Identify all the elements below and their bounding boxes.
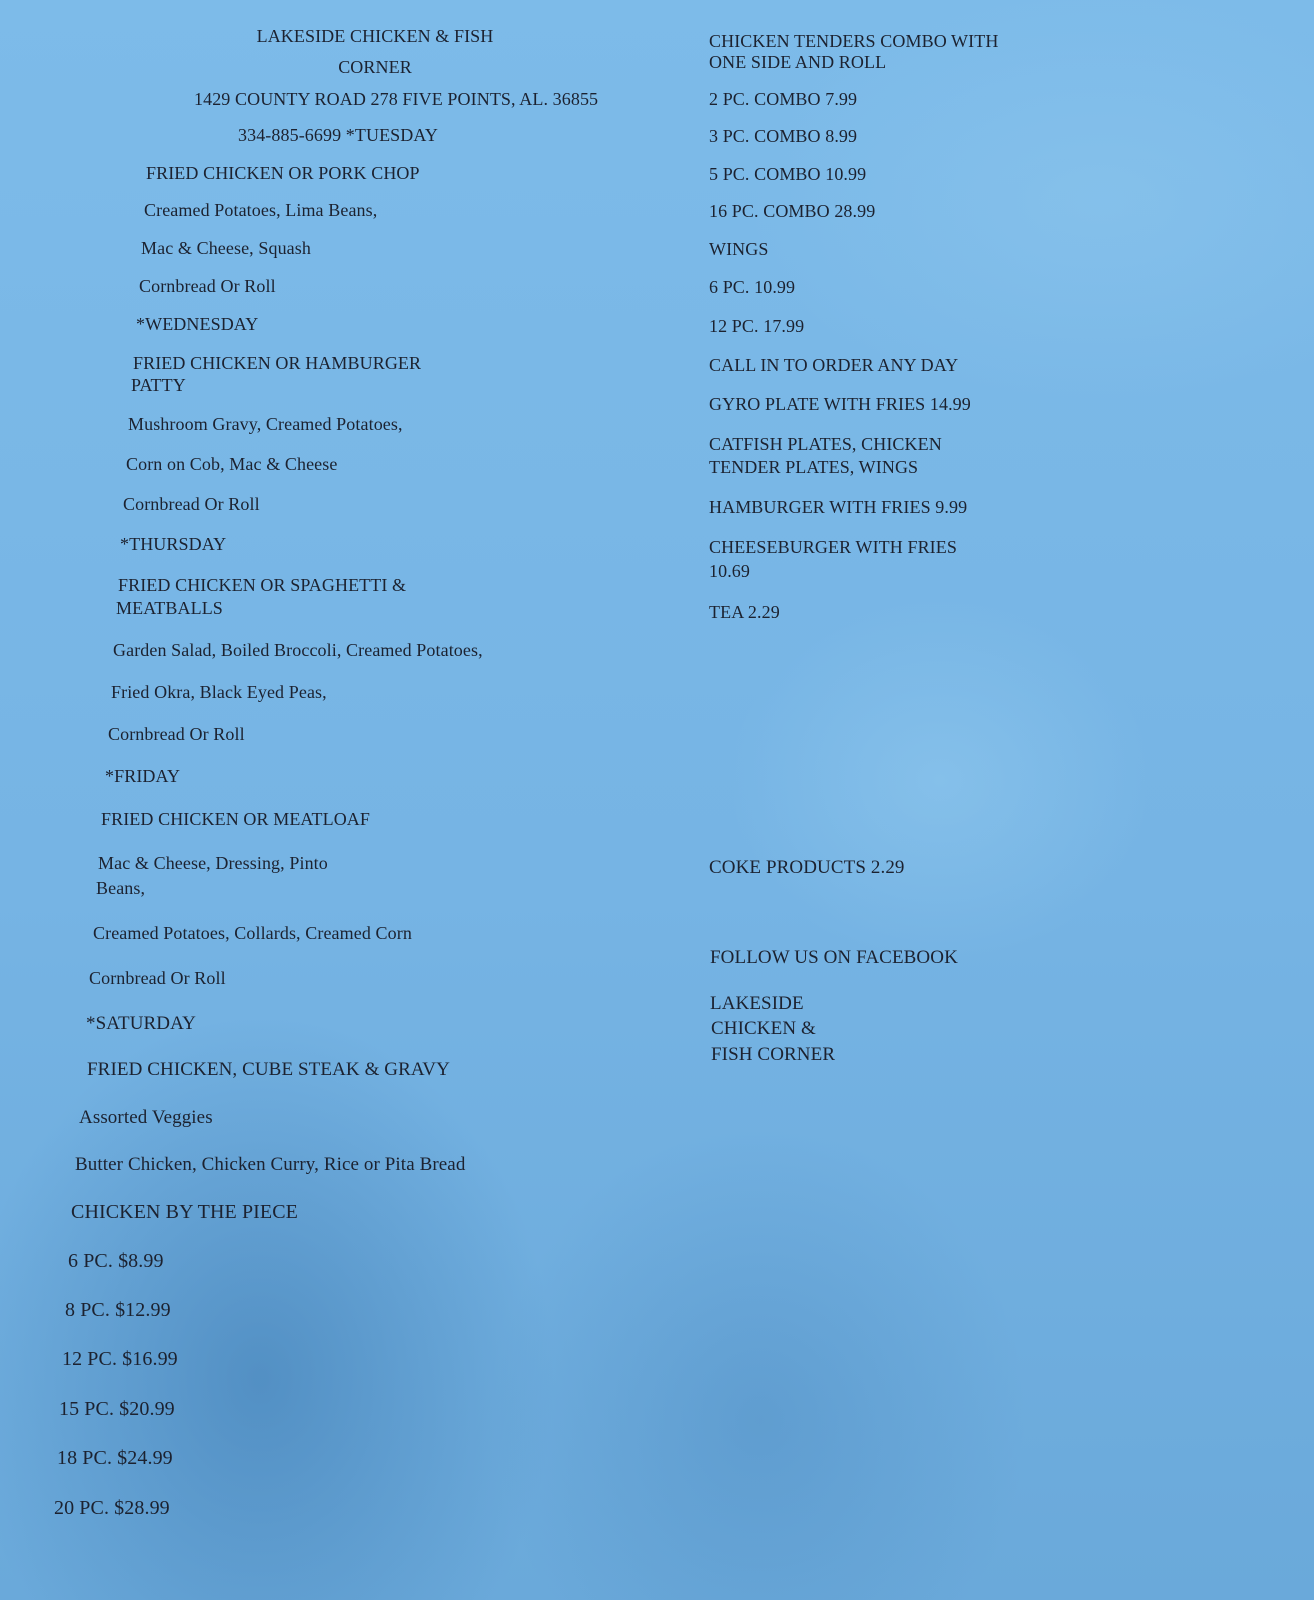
saturday-extra: Butter Chicken, Chicken Curry, Rice or Pita Bread (75, 1154, 466, 1175)
cheeseburger-item-1: CHEESEBURGER WITH FRIES (709, 537, 957, 557)
thursday-sides-2: Fried Okra, Black Eyed Peas, (111, 682, 327, 702)
thursday-main-2: MEATBALLS (116, 598, 223, 618)
saturday-sides: Assorted Veggies (79, 1107, 213, 1128)
cheeseburger-item-2: 10.69 (709, 561, 750, 581)
tea-item: TEA 2.29 (709, 602, 780, 622)
friday-sides-2: Creamed Potatoes, Collards, Creamed Corn (93, 923, 412, 943)
piece-price-item: 8 PC. $12.99 (65, 1299, 171, 1321)
facebook-name-3: FISH CORNER (711, 1044, 836, 1065)
facebook-name-2: CHICKEN & (711, 1018, 816, 1039)
wednesday-main-1: FRIED CHICKEN OR HAMBURGER (133, 353, 422, 373)
friday-bread: Cornbread Or Roll (89, 968, 226, 988)
combo-item: 2 PC. COMBO 7.99 (709, 89, 858, 109)
hamburger-item: HAMBURGER WITH FRIES 9.99 (709, 497, 968, 517)
by-the-piece-title: CHICKEN BY THE PIECE (71, 1201, 298, 1223)
piece-price-item: 6 PC. $8.99 (68, 1250, 164, 1272)
tuesday-sides-2: Mac & Cheese, Squash (141, 238, 311, 258)
address: 1429 COUNTY ROAD 278 FIVE POINTS, AL. 36855 (194, 89, 599, 109)
wednesday-main-2: PATTY (131, 375, 186, 395)
piece-price-item: 20 PC. $28.99 (54, 1497, 170, 1519)
catfish-item-2: TENDER PLATES, WINGS (709, 457, 919, 477)
wings-item: 6 PC. 10.99 (709, 277, 796, 297)
header-title: LAKESIDE CHICKEN & FISH (256, 26, 494, 46)
tenders-title-2: ONE SIDE AND ROLL (709, 52, 887, 72)
thursday-heading: *THURSDAY (120, 534, 227, 554)
tuesday-sides-1: Creamed Potatoes, Lima Beans, (144, 200, 378, 220)
gyro-item: GYRO PLATE WITH FRIES 14.99 (709, 394, 971, 414)
facebook-follow: FOLLOW US ON FACEBOOK (710, 947, 958, 968)
piece-price-item: 18 PC. $24.99 (57, 1447, 173, 1469)
combo-item: 5 PC. COMBO 10.99 (709, 164, 867, 184)
wednesday-sides-2: Corn on Cob, Mac & Cheese (126, 454, 338, 474)
tenders-title-1: CHICKEN TENDERS COMBO WITH (709, 31, 999, 51)
tuesday-bread: Cornbread Or Roll (139, 276, 276, 296)
coke-item: COKE PRODUCTS 2.29 (709, 857, 905, 878)
header-title-cont: CORNER (338, 57, 412, 77)
friday-heading: *FRIDAY (105, 766, 181, 786)
thursday-bread: Cornbread Or Roll (108, 724, 245, 744)
friday-main: FRIED CHICKEN OR MEATLOAF (101, 809, 371, 829)
combo-item: 16 PC. COMBO 28.99 (709, 201, 876, 221)
wednesday-sides-1: Mushroom Gravy, Creamed Potatoes, (128, 414, 403, 434)
piece-price-item: 12 PC. $16.99 (62, 1348, 178, 1370)
wings-title: WINGS (709, 239, 769, 259)
phone-and-tuesday: 334-885-6699 *TUESDAY (238, 125, 438, 145)
wednesday-heading: *WEDNESDAY (136, 314, 259, 334)
piece-price-item: 15 PC. $20.99 (59, 1398, 175, 1420)
friday-sides-1-cont: Beans, (96, 878, 146, 898)
wings-item: 12 PC. 17.99 (709, 316, 805, 336)
wednesday-bread: Cornbread Or Roll (123, 494, 260, 514)
saturday-heading: *SATURDAY (86, 1013, 197, 1034)
tuesday-main: FRIED CHICKEN OR PORK CHOP (146, 163, 420, 183)
thursday-main-1: FRIED CHICKEN OR SPAGHETTI & (118, 575, 407, 595)
combo-item: 3 PC. COMBO 8.99 (709, 126, 858, 146)
thursday-sides-1: Garden Salad, Boiled Broccoli, Creamed Potatoes, (113, 640, 483, 660)
call-in-note: CALL IN TO ORDER ANY DAY (709, 355, 959, 375)
catfish-item-1: CATFISH PLATES, CHICKEN (709, 434, 942, 454)
saturday-main: FRIED CHICKEN, CUBE STEAK & GRAVY (87, 1059, 450, 1080)
friday-sides-1: Mac & Cheese, Dressing, Pinto (98, 853, 328, 873)
facebook-name-1: LAKESIDE (710, 993, 804, 1014)
